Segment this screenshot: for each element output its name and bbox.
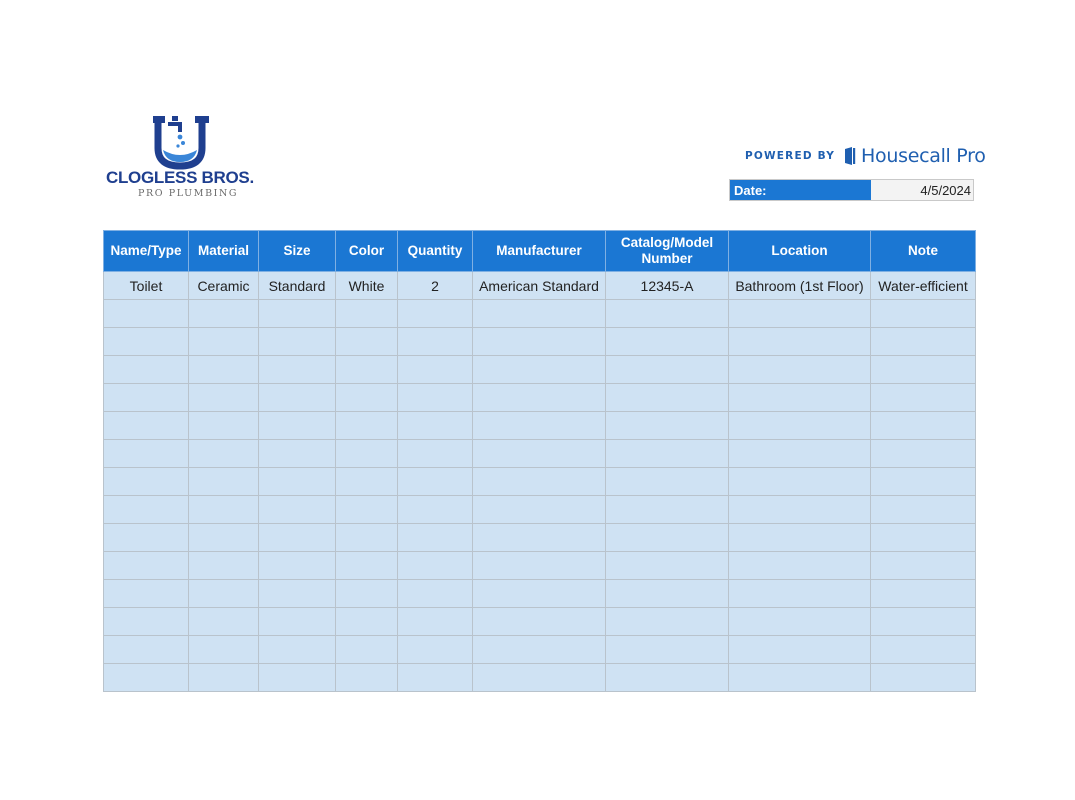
table-cell[interactable]: [729, 552, 871, 580]
table-cell[interactable]: [729, 580, 871, 608]
table-row: [104, 580, 976, 608]
table-cell[interactable]: [336, 328, 398, 356]
table-row: [104, 272, 976, 300]
table-cell[interactable]: [336, 356, 398, 384]
table-cell[interactable]: [259, 356, 336, 384]
table-cell[interactable]: [189, 580, 259, 608]
table-cell[interactable]: [729, 608, 871, 636]
table-cell[interactable]: [259, 440, 336, 468]
powered-by-badge: [745, 143, 986, 169]
table-cell[interactable]: [259, 412, 336, 440]
table-cell[interactable]: [104, 580, 189, 608]
table-cell[interactable]: [606, 636, 729, 664]
table-cell[interactable]: [473, 608, 606, 636]
table-cell[interactable]: [189, 552, 259, 580]
table-cell[interactable]: [729, 356, 871, 384]
table-row: [104, 468, 976, 496]
table-cell[interactable]: [336, 384, 398, 412]
table-cell[interactable]: [729, 412, 871, 440]
table-cell[interactable]: [104, 300, 189, 328]
table-cell[interactable]: [606, 608, 729, 636]
table-row: [104, 552, 976, 580]
table-row: [104, 524, 976, 552]
table-cell[interactable]: [104, 412, 189, 440]
table-cell[interactable]: [259, 384, 336, 412]
table-cell[interactable]: [729, 300, 871, 328]
table-cell[interactable]: [606, 356, 729, 384]
table-cell[interactable]: [473, 412, 606, 440]
table-cell[interactable]: [871, 552, 976, 580]
table-cell[interactable]: [398, 496, 473, 524]
table-cell[interactable]: [606, 468, 729, 496]
table-cell[interactable]: [606, 384, 729, 412]
table-cell[interactable]: [606, 328, 729, 356]
table-cell[interactable]: [473, 524, 606, 552]
housecall-pro-name: Housecall Pro: [861, 145, 986, 167]
table-cell[interactable]: [336, 664, 398, 692]
column-header: Location: [729, 231, 871, 272]
table-cell[interactable]: [606, 580, 729, 608]
table-row: [104, 440, 976, 468]
table-cell[interactable]: [606, 300, 729, 328]
table-cell[interactable]: [398, 608, 473, 636]
table-cell[interactable]: [189, 328, 259, 356]
table-row: [104, 664, 976, 692]
table-cell[interactable]: [336, 440, 398, 468]
table-cell[interactable]: [104, 636, 189, 664]
table-cell[interactable]: [104, 468, 189, 496]
table-cell[interactable]: [729, 328, 871, 356]
date-field: [729, 179, 974, 201]
table-cell[interactable]: [189, 468, 259, 496]
table-cell[interactable]: [104, 356, 189, 384]
table-cell[interactable]: [104, 440, 189, 468]
table-cell[interactable]: [189, 412, 259, 440]
table-cell[interactable]: [473, 384, 606, 412]
table-cell[interactable]: [871, 636, 976, 664]
table-cell[interactable]: [398, 524, 473, 552]
table-cell[interactable]: [398, 580, 473, 608]
table-cell[interactable]: Bathroom (1st Floor): [729, 272, 871, 300]
company-name: CLOGLESS BROS.: [106, 168, 254, 187]
table-cell[interactable]: [606, 552, 729, 580]
table-cell[interactable]: [729, 664, 871, 692]
column-header: Color: [336, 231, 398, 272]
table-cell[interactable]: [259, 580, 336, 608]
table-cell[interactable]: [473, 580, 606, 608]
table-cell[interactable]: [259, 664, 336, 692]
table-cell[interactable]: [104, 552, 189, 580]
table-cell[interactable]: [189, 384, 259, 412]
table-cell[interactable]: [336, 300, 398, 328]
table-cell[interactable]: Toilet: [104, 272, 189, 300]
table-cell[interactable]: [189, 524, 259, 552]
table-cell[interactable]: [189, 440, 259, 468]
table-cell[interactable]: [473, 328, 606, 356]
column-header: Size: [259, 231, 336, 272]
table-cell[interactable]: [104, 608, 189, 636]
table-header-row: [104, 231, 976, 272]
table-cell[interactable]: [398, 440, 473, 468]
table-cell[interactable]: American Standard: [473, 272, 606, 300]
table-cell[interactable]: [606, 496, 729, 524]
table-cell[interactable]: [336, 636, 398, 664]
table-cell[interactable]: [336, 496, 398, 524]
table-cell[interactable]: [871, 664, 976, 692]
table-cell[interactable]: [606, 664, 729, 692]
table-cell[interactable]: [871, 384, 976, 412]
table-cell[interactable]: [729, 636, 871, 664]
table-cell[interactable]: [398, 412, 473, 440]
table-cell[interactable]: [871, 328, 976, 356]
table-cell[interactable]: [398, 636, 473, 664]
table-cell[interactable]: [259, 552, 336, 580]
table-cell[interactable]: [259, 636, 336, 664]
table-cell[interactable]: [104, 328, 189, 356]
table-cell[interactable]: [398, 664, 473, 692]
table-cell[interactable]: [336, 524, 398, 552]
table-cell[interactable]: White: [336, 272, 398, 300]
column-header: Quantity: [398, 231, 473, 272]
table-cell[interactable]: [398, 356, 473, 384]
table-cell[interactable]: [189, 300, 259, 328]
table-cell[interactable]: [259, 524, 336, 552]
table-cell[interactable]: [336, 580, 398, 608]
table-cell[interactable]: [336, 608, 398, 636]
table-cell[interactable]: [473, 300, 606, 328]
table-cell[interactable]: Ceramic: [189, 272, 259, 300]
table-cell[interactable]: [871, 300, 976, 328]
table-row: [104, 636, 976, 664]
table-cell[interactable]: [871, 412, 976, 440]
table-cell[interactable]: [729, 496, 871, 524]
table-cell[interactable]: [104, 384, 189, 412]
powered-by-label: POWERED BY: [745, 150, 836, 162]
housecall-pro-door-icon: [843, 146, 857, 166]
table-cell[interactable]: [473, 468, 606, 496]
table-cell[interactable]: 12345-A: [606, 272, 729, 300]
table-cell[interactable]: [189, 608, 259, 636]
table-cell[interactable]: [189, 664, 259, 692]
table-cell[interactable]: [104, 524, 189, 552]
table-row: [104, 328, 976, 356]
table-cell[interactable]: [871, 524, 976, 552]
table-cell[interactable]: [729, 384, 871, 412]
date-label: Date:: [730, 180, 871, 200]
table-cell[interactable]: [473, 440, 606, 468]
table-cell[interactable]: [871, 580, 976, 608]
table-cell[interactable]: [606, 440, 729, 468]
company-tagline: PRO PLUMBING: [138, 188, 239, 199]
date-value[interactable]: 4/5/2024: [871, 180, 973, 200]
table-cell[interactable]: [871, 440, 976, 468]
table-cell[interactable]: [336, 468, 398, 496]
table-cell[interactable]: [871, 468, 976, 496]
table-cell[interactable]: [473, 356, 606, 384]
table-cell[interactable]: [398, 300, 473, 328]
table-cell[interactable]: [398, 468, 473, 496]
table-cell[interactable]: [871, 496, 976, 524]
table-cell[interactable]: [189, 356, 259, 384]
table-cell[interactable]: [473, 636, 606, 664]
table-cell[interactable]: [398, 328, 473, 356]
table-row: [104, 496, 976, 524]
table-row: [104, 384, 976, 412]
column-header: Manufacturer: [473, 231, 606, 272]
column-header: Name/Type: [104, 231, 189, 272]
table-cell[interactable]: [259, 468, 336, 496]
materials-table: [103, 230, 976, 692]
table-cell[interactable]: [104, 664, 189, 692]
table-cell[interactable]: [606, 412, 729, 440]
table-cell[interactable]: [336, 552, 398, 580]
company-logo: [104, 112, 264, 202]
column-header: Catalog/Model Number: [606, 231, 729, 272]
table-cell[interactable]: [606, 524, 729, 552]
table-cell[interactable]: 2: [398, 272, 473, 300]
table-cell[interactable]: [189, 496, 259, 524]
table-cell[interactable]: [104, 496, 189, 524]
table-row: [104, 300, 976, 328]
table-cell[interactable]: [189, 636, 259, 664]
table-cell[interactable]: [871, 356, 976, 384]
table-cell[interactable]: [473, 552, 606, 580]
table-cell[interactable]: [336, 412, 398, 440]
table-cell[interactable]: [729, 440, 871, 468]
table-cell[interactable]: [259, 328, 336, 356]
table-row: [104, 412, 976, 440]
table-cell[interactable]: [729, 524, 871, 552]
table-row: [104, 608, 976, 636]
table-cell[interactable]: [473, 496, 606, 524]
table-cell[interactable]: [473, 664, 606, 692]
column-header: Material: [189, 231, 259, 272]
table-cell[interactable]: [398, 384, 473, 412]
table-cell[interactable]: [259, 300, 336, 328]
table-cell[interactable]: [729, 468, 871, 496]
plumbing-pipe-logo-icon: [150, 112, 210, 170]
table-cell[interactable]: [259, 608, 336, 636]
table-cell[interactable]: Water-efficient: [871, 272, 976, 300]
table-cell[interactable]: [398, 552, 473, 580]
column-header: Note: [871, 231, 976, 272]
table-cell[interactable]: [259, 496, 336, 524]
table-row: [104, 356, 976, 384]
table-cell[interactable]: [871, 608, 976, 636]
table-cell[interactable]: Standard: [259, 272, 336, 300]
table-body: [104, 272, 976, 692]
